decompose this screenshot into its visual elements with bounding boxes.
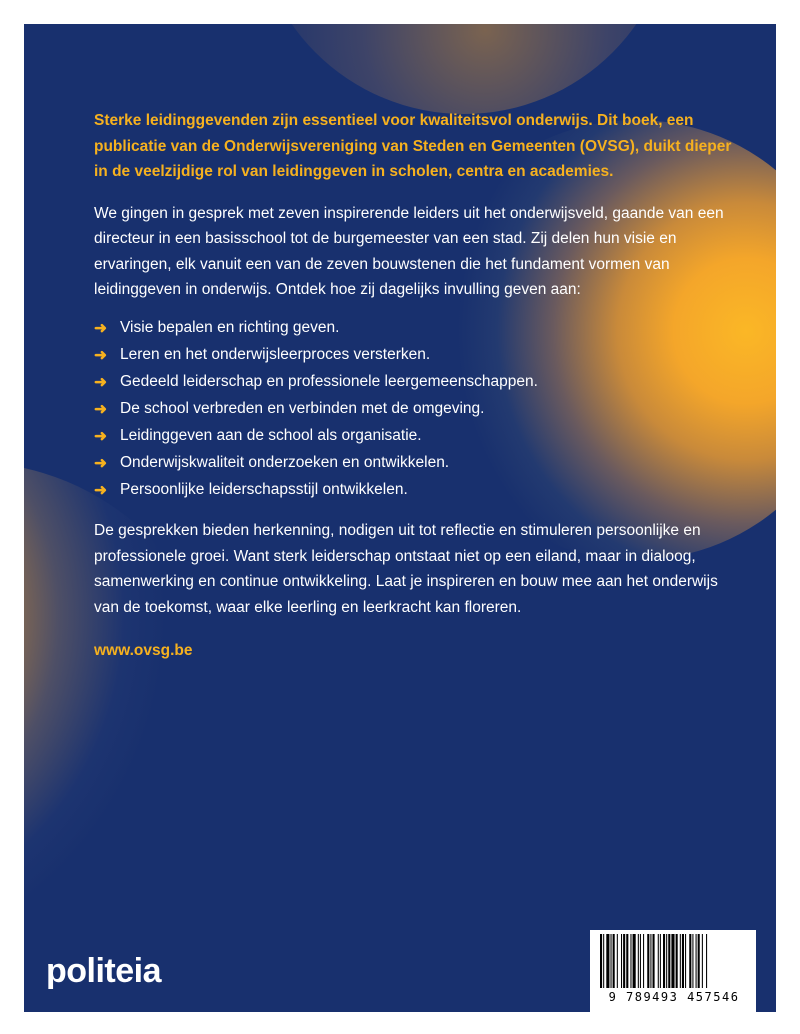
arrow-right-icon: ➜ xyxy=(94,373,107,391)
barcode-bar xyxy=(606,934,609,988)
list-item xyxy=(94,477,734,503)
barcode-bar xyxy=(663,934,665,988)
barcode-bar xyxy=(666,934,667,988)
barcode-bar xyxy=(603,934,604,988)
barcode-bar xyxy=(600,934,602,988)
arrow-right-icon: ➜ xyxy=(94,346,107,364)
list-item xyxy=(94,396,734,422)
barcode-bar xyxy=(696,934,697,988)
barcode-bar xyxy=(676,934,678,988)
description-paragraph-2: De gesprekken bieden herkenning, nodigen uit tot reflectie en stimuleren persoonlijke en professionele groei. Want sterk leiderschap ontstaat niet op een eiland, maar in dialoog, samenwerking en continue ontwikkeling. Laat je inspireren en bouw mee aan het onderwijs van de toekomst, waar elke leerling en leerkracht kan floreren. xyxy=(94,522,718,616)
barcode-bar xyxy=(611,934,612,988)
barcode-bar xyxy=(702,934,703,988)
barcode-bar xyxy=(689,934,691,988)
back-cover-text xyxy=(94,108,734,664)
back-cover xyxy=(24,24,776,1012)
barcode-bar xyxy=(638,934,639,988)
barcode-bar xyxy=(626,934,628,988)
list-item-label: Gedeeld leiderschap en professionele leergemeenschappen. xyxy=(120,372,538,390)
barcode-bar xyxy=(653,934,655,988)
barcode-bar xyxy=(671,934,674,988)
barcode-bar xyxy=(630,934,631,988)
arrow-right-icon: ➜ xyxy=(94,319,107,337)
barcode-bars xyxy=(600,934,748,988)
building-blocks-list xyxy=(94,315,734,503)
list-item xyxy=(94,342,734,368)
publisher-logo: politeia xyxy=(46,952,162,990)
isbn-number: 9 789493 457546 xyxy=(608,990,740,1004)
description-paragraph-1: We gingen in gesprek met zeven inspirerende leiders uit het onderwijsveld, gaande van een directeur in een basisschool tot de burgemeester van een stad. Zij delen hun visie en ervaringen, elk vanuit een van de zeven bouwstenen die het fundament vormen van leidinggeven in onderwijs. Ontdek hoe zij dagelijks invulling geven aan: xyxy=(94,204,724,298)
barcode-bar xyxy=(633,934,636,988)
barcode-bar xyxy=(617,934,618,988)
list-item-label: Visie bepalen en richting geven. xyxy=(120,318,340,336)
list-item-label: Leren en het onderwijsleerproces versterken. xyxy=(120,345,431,363)
isbn-barcode xyxy=(590,930,756,1020)
list-item xyxy=(94,450,734,476)
barcode-bar xyxy=(621,934,622,988)
barcode-bar xyxy=(698,934,700,988)
barcode-bar xyxy=(658,934,659,988)
barcode-bar xyxy=(692,934,693,988)
barcode-bar xyxy=(685,934,686,988)
list-item-label: De school verbreden en verbinden met de omgeving. xyxy=(120,399,485,417)
barcode-bar xyxy=(647,934,649,988)
intro-text: Sterke leidinggevenden zijn essentieel voor kwaliteitsvol onderwijs. Dit boek, een publicatie van de Onderwijsvereniging van Steden en Gemeenten (OVSG), duikt dieper in de veelzijdige rol van leidinggeven in scholen, centra en academies. xyxy=(94,112,732,180)
decorative-glow-top xyxy=(254,24,674,114)
barcode-bar xyxy=(668,934,670,988)
list-item xyxy=(94,423,734,449)
barcode-bar xyxy=(682,934,684,988)
barcode-bar xyxy=(650,934,651,988)
barcode-bar xyxy=(660,934,661,988)
list-item-label: Persoonlijke leiderschapsstijl ontwikkelen. xyxy=(120,480,408,498)
list-item xyxy=(94,315,734,341)
list-item-label: Onderwijskwaliteit onderzoeken en ontwikkelen. xyxy=(120,453,450,471)
barcode-bar xyxy=(706,934,707,988)
website-link[interactable]: www.ovsg.be xyxy=(94,642,193,659)
barcode-bar xyxy=(680,934,681,988)
barcode-bar xyxy=(640,934,641,988)
barcode-bar xyxy=(643,934,644,988)
arrow-right-icon: ➜ xyxy=(94,454,107,472)
barcode-bar xyxy=(613,934,615,988)
arrow-right-icon: ➜ xyxy=(94,427,107,445)
list-item xyxy=(94,369,734,395)
arrow-right-icon: ➜ xyxy=(94,481,107,499)
arrow-right-icon: ➜ xyxy=(94,400,107,418)
barcode-bar xyxy=(623,934,625,988)
list-item-label: Leidinggeven aan de school als organisatie. xyxy=(120,426,422,444)
